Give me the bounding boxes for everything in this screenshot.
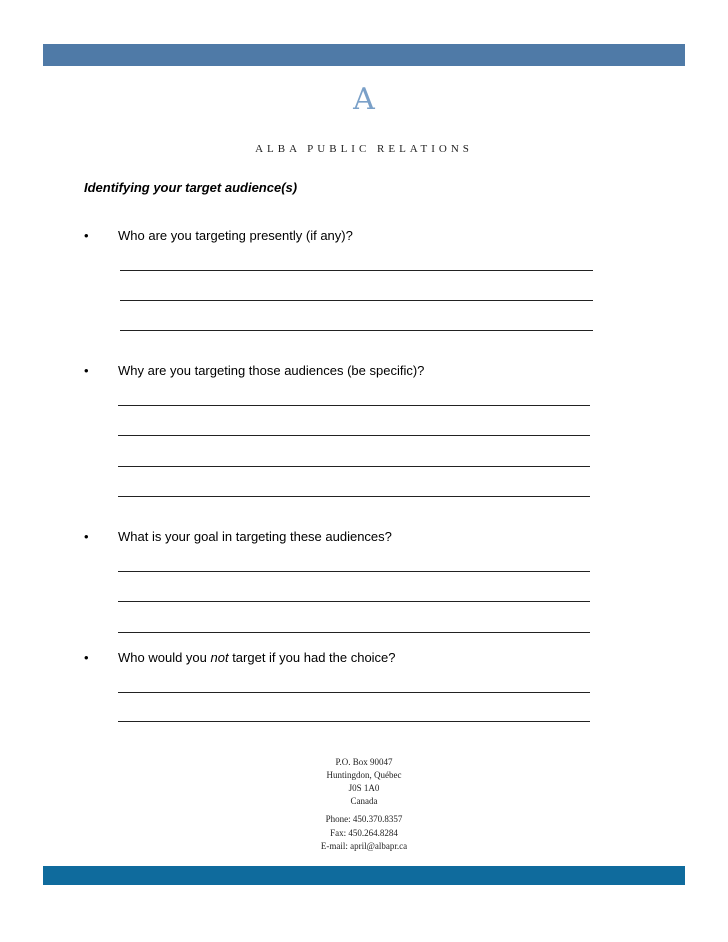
footer-country: Canada (350, 796, 378, 806)
question-4-emphasis: not (210, 650, 229, 665)
top-header-band (43, 44, 685, 66)
footer-postal-code: J0S 1A0 (348, 783, 380, 793)
bullet-point: • (84, 228, 89, 243)
footer-phone: Phone: 450.370.8357 (325, 814, 403, 824)
answer-line[interactable] (120, 330, 593, 331)
bullet-point: • (84, 650, 89, 665)
bottom-footer-band (43, 866, 685, 885)
question-1: Who are you targeting presently (if any)? (118, 228, 353, 243)
footer-email[interactable]: E-mail: april@albapr.ca (320, 841, 408, 851)
question-2: Why are you targeting those audiences (be specific)? (118, 363, 425, 378)
footer-po-box: P.O. Box 90047 (335, 757, 393, 767)
answer-line[interactable] (118, 496, 590, 497)
footer-city: Huntingdon, Québec (326, 770, 402, 780)
question-4-text-end: target if you had the choice? (228, 650, 396, 665)
bullet-point: • (84, 363, 89, 378)
answer-line[interactable] (118, 405, 590, 406)
company-name: ALBA PUBLIC RELATIONS (255, 143, 473, 155)
answer-line[interactable] (118, 466, 590, 467)
section-title: Identifying your target audience(s) (84, 180, 298, 195)
answer-line[interactable] (118, 435, 590, 436)
question-4-text-start: Who would you (118, 650, 211, 665)
answer-line[interactable] (118, 721, 590, 722)
answer-line[interactable] (118, 571, 590, 572)
footer-fax: Fax: 450.264.8284 (330, 828, 398, 838)
answer-line[interactable] (120, 300, 593, 301)
bullet-point: • (84, 529, 89, 544)
company-logo: A (353, 82, 375, 117)
answer-line[interactable] (120, 270, 593, 271)
question-4 (118, 650, 396, 666)
question-3: What is your goal in targeting these audiences? (118, 529, 392, 544)
answer-line[interactable] (118, 632, 590, 633)
answer-line[interactable] (118, 692, 590, 693)
answer-line[interactable] (118, 601, 590, 602)
